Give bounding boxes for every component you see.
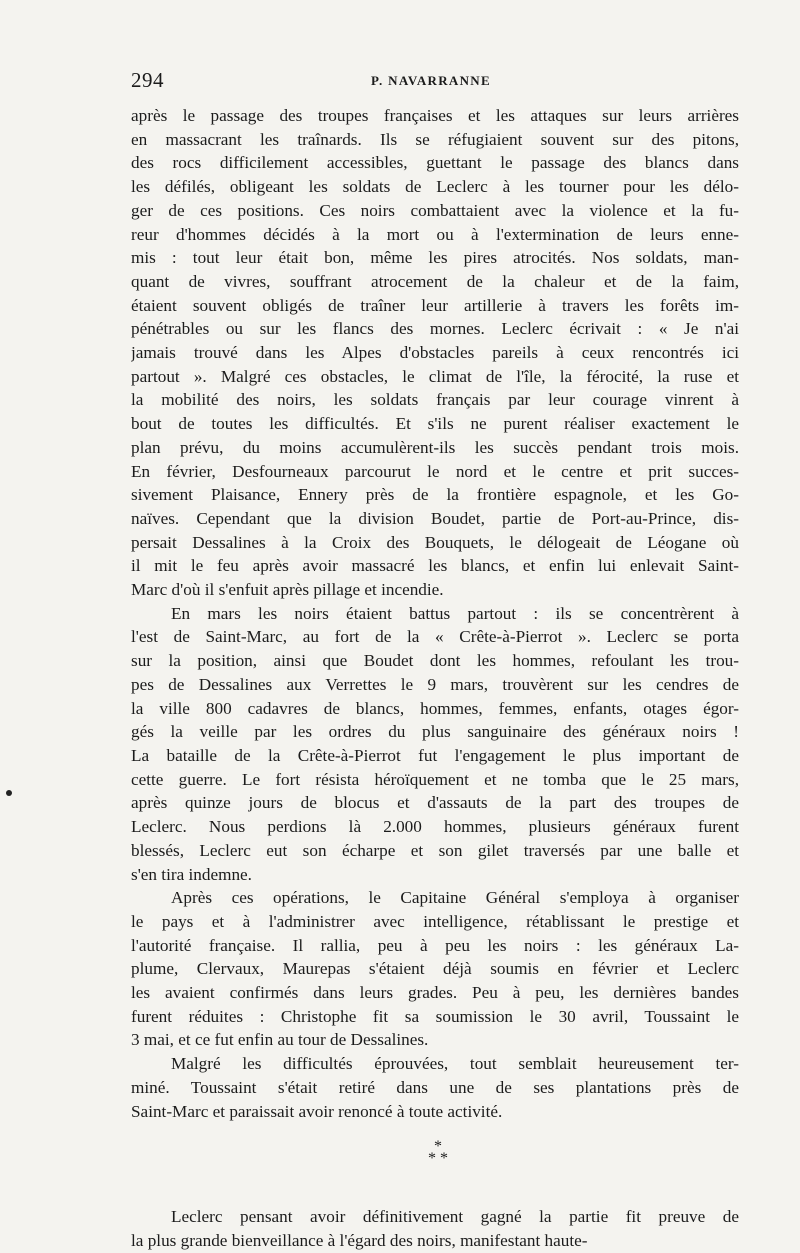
running-head: P. NAVARRANNE	[371, 73, 491, 88]
text-line: mis : tout leur était bon, même les pires atrocités. Nos soldats, man-	[131, 248, 739, 268]
body-text	[131, 104, 739, 1253]
paragraph	[131, 104, 739, 602]
paragraph	[131, 602, 739, 886]
text-line: pénétrables ou sur les flancs des mornes. Leclerc écrivait : « Je n'ai	[131, 319, 739, 339]
text-line: en massacrant les traînards. Ils se réfugiaient souvent sur des pitons,	[131, 129, 739, 149]
page-number: 294	[131, 68, 164, 92]
text-line: Marc d'où il s'enfuit après pillage et incendie.	[131, 580, 444, 600]
text-line: Saint-Marc et paraissait avoir renoncé à toute activité.	[131, 1101, 503, 1121]
text-line: Leclerc pensant avoir définitivement gagné la partie fit preuve de	[171, 1207, 739, 1227]
text-line: En mars les noirs étaient battus partout : ils se concentrèrent à	[171, 603, 739, 623]
section-break	[131, 1123, 739, 1205]
paragraph	[131, 1052, 739, 1123]
text-line: la ville 800 cadavres de blancs, hommes, femmes, enfants, otages égor-	[131, 698, 739, 718]
text-line: le pays et à l'administrer avec intelligence, rétablissant le prestige et	[131, 911, 739, 931]
text-line: s'en tira indemne.	[131, 864, 252, 884]
text-line: quant de vivres, souffrant atrocement de la chaleur et de la faim,	[131, 271, 739, 291]
text-line: plume, Clervaux, Maurepas s'étaient déjà soumis en février et Leclerc	[131, 959, 739, 979]
text-line: 3 mai, et ce fut enfin au tour de Dessalines.	[131, 1030, 429, 1050]
margin-dot	[6, 790, 12, 796]
text-line: sivement Plaisance, Ennery près de la frontière espagnole, et les Go-	[131, 485, 739, 505]
text-line: étaient souvent obligés de traîner leur artillerie à travers les forêts im-	[131, 295, 739, 315]
text-line: Leclerc. Nous perdions là 2.000 hommes, plusieurs généraux furent	[131, 817, 739, 837]
text-line: l'est de Saint-Marc, au fort de la « Crête-à-Pierrot ». Leclerc se porta	[131, 627, 739, 647]
text-line: Après ces opérations, le Capitaine Général s'employa à organiser	[171, 888, 739, 908]
text-line: des rocs difficilement accessibles, guettant le passage des blancs dans	[131, 153, 739, 173]
text-line: ger de ces positions. Ces noirs combattaient avec la violence et la fu-	[131, 200, 739, 220]
text-line: bout de toutes les difficultés. Et s'ils ne purent réaliser exactement le	[131, 414, 739, 434]
text-line: jamais trouvé dans les Alpes d'obstacles pareils à ceux rencontrés ici	[131, 343, 739, 363]
text-line: sur la position, ainsi que Boudet dont les hommes, refoulant les trou-	[131, 651, 739, 671]
text-line: Malgré les difficultés éprouvées, tout semblait heureusement ter-	[171, 1054, 739, 1074]
text-line: l'autorité française. Il rallia, peu à peu les noirs : les généraux La-	[131, 935, 739, 955]
text-line: furent réduites : Christophe fit sa soumission le 30 avril, Toussaint le	[131, 1006, 739, 1026]
text-line: reur d'hommes décidés à la mort ou à l'extermination de leurs enne-	[131, 224, 739, 244]
text-line: cette guerre. Le fort résista héroïquement et ne tomba que le 25 mars,	[131, 769, 739, 789]
text-line: naïves. Cependant que la division Boudet, partie de Port-au-Prince, dis-	[131, 508, 739, 528]
paragraph	[131, 886, 739, 1052]
text-line: les avaient confirmés dans leurs grades. Peu à peu, les dernières bandes	[131, 983, 739, 1003]
text-line: persait Dessalines à la Croix des Bouquets, le délogeait de Léogane où	[131, 532, 739, 552]
paragraph	[131, 1205, 739, 1252]
text-line: après le passage des troupes françaises et les attaques sur leurs arrières	[131, 106, 739, 125]
text-line: gés la veille par les ordres du plus sanguinaire des généraux noirs !	[131, 722, 739, 742]
text-line: la mobilité des noirs, les soldats français par leur courage vinrent à	[131, 390, 739, 410]
text-line: pes de Dessalines aux Verrettes le 9 mars, trouvèrent sur les cendres de	[131, 674, 739, 694]
text-line: En février, Desfourneaux parcourut le nord et le centre et prit succes-	[131, 461, 739, 481]
text-line: miné. Toussaint s'était retiré dans une de ses plantations près de	[131, 1077, 739, 1097]
text-line: il mit le feu après avoir massacré les blancs, et enfin lui enlevait Saint-	[131, 556, 739, 576]
page-header	[131, 68, 738, 98]
text-line: blessés, Leclerc eut son écharpe et son gilet traversés par une balle et	[131, 840, 739, 860]
text-line: partout ». Malgré ces obstacles, le climat de l'île, la férocité, la ruse et	[131, 366, 739, 386]
text-line: après quinze jours de blocus et d'assauts de la part des troupes de	[131, 793, 739, 813]
text-line: plan prévu, du moins accumulèrent-ils les succès pendant trois mois.	[131, 437, 739, 457]
text-line: La bataille de la Crête-à-Pierrot fut l'engagement le plus important de	[131, 745, 739, 765]
text-line: la plus grande bienveillance à l'égard des noirs, manifestant haute-	[131, 1230, 588, 1250]
text-line: les défilés, obligeant les soldats de Leclerc à les tourner pour les délo-	[131, 177, 739, 197]
asterism-ornament: * * *	[428, 1138, 448, 1168]
